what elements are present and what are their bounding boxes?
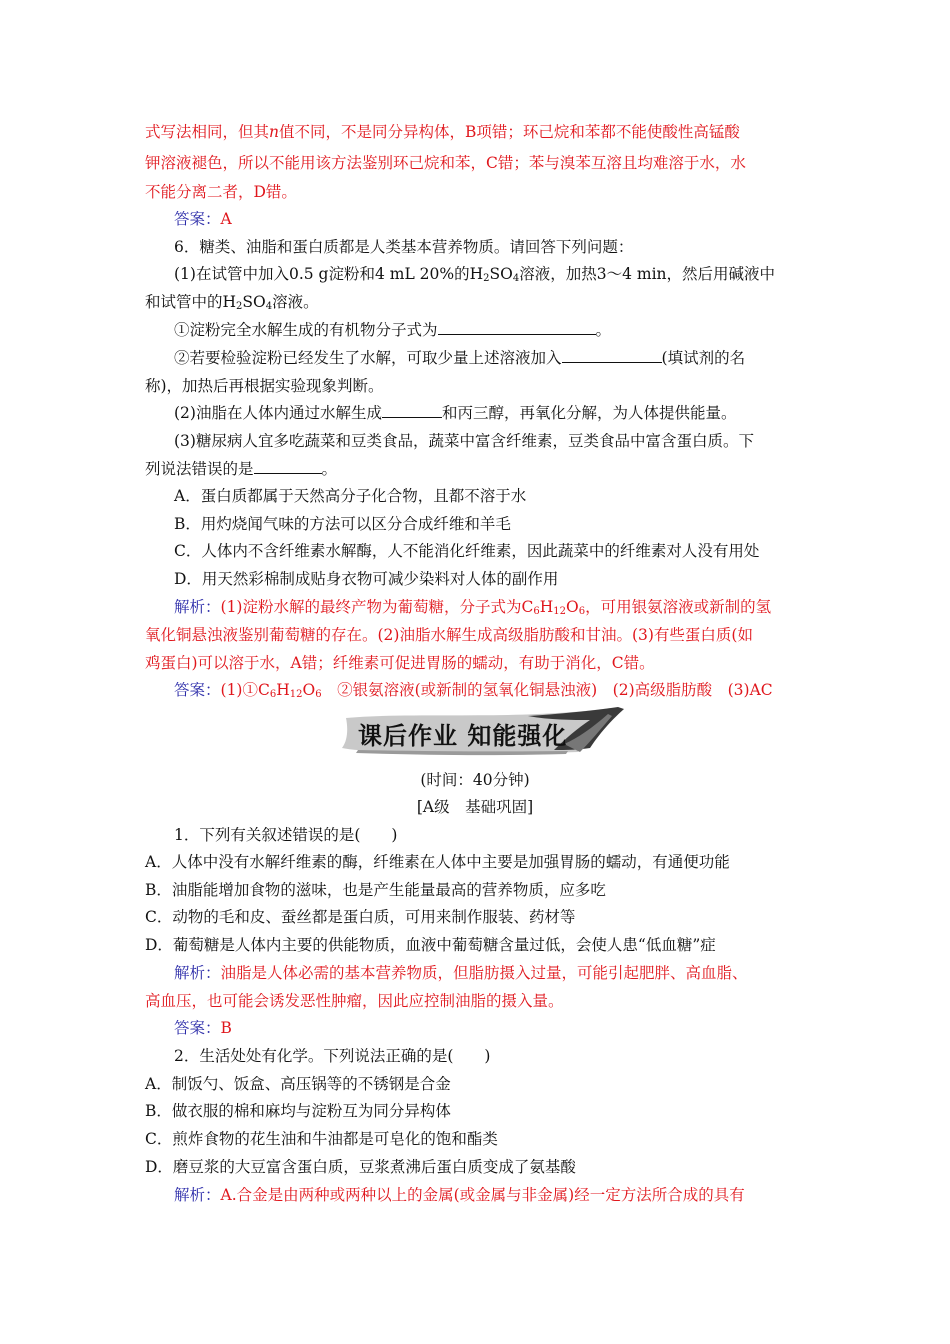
section-banner <box>328 704 628 760</box>
q6-option-c: C．人体内不含纤维素水解酶，人不能消化纤维素，因此蔬菜中的纤维素对人没有用处 <box>174 542 760 560</box>
time-limit: (时间：40分钟) <box>420 771 530 789</box>
q1-option-b: B．油脂能增加食物的滋味，也是产生能量最高的营养物质，应多吃 <box>145 881 606 899</box>
q6-explanation-line3: 鸡蛋白)可以溶于水，A错；纤维素可促进胃肠的蠕动，有助于消化，C错。 <box>145 654 655 672</box>
q6-part3-line2: 列说法错误的是 。 <box>145 460 338 478</box>
q1-option-d: D．葡萄糖是人体内主要的供能物质，血液中葡萄糖含量过低，会使人患“低血糖”症 <box>145 936 716 954</box>
q1-option-c: C．动物的毛和皮、蚕丝都是蛋白质，可用来制作服装、药材等 <box>145 908 576 926</box>
q2-explanation-line1: 解析：A.合金是由两种或两种以上的金属(或金属与非金属)经一定方法所合成的具有 <box>174 1186 745 1204</box>
q6-sub2-line1: ②若要检验淀粉已经发生了水解，可取少量上述溶液加入 (填试剂的名 <box>174 349 746 367</box>
answer-blank <box>254 459 322 474</box>
q2-option-c: C．煎炸食物的花生油和牛油都是可皂化的饱和酯类 <box>145 1130 498 1148</box>
q6-part1-line2: 和试管中的$H_2SO_4$溶液。 <box>145 293 319 312</box>
q2-option-a: A．制饭勺、饭盒、高压锅等的不锈钢是合金 <box>145 1075 451 1093</box>
answer-blank <box>382 403 442 418</box>
q6-sub1: ①淀粉完全水解生成的有机物分子式为 。 <box>174 321 612 339</box>
level-heading: [A级 基础巩固] <box>416 798 534 816</box>
q6-option-a: A．蛋白质都属于天然高分子化合物，且都不溶于水 <box>174 487 527 505</box>
q1-explanation-line1: 解析：油脂是人体必需的基本营养物质，但脂肪摄入过量，可能引起肥胖、高血脂、 <box>174 964 748 982</box>
q1-answer: 答案：B <box>174 1019 232 1037</box>
cont-line-3: 不能分离二者，D错。 <box>145 183 297 201</box>
q2-stem: 2．生活处处有化学。下列说法正确的是( ) <box>174 1047 491 1065</box>
cont-line-2: 钾溶液褪色，所以不能用该方法鉴别环己烷和苯，C错；苯与溴苯互溶且均难溶于水，水 <box>145 154 746 172</box>
cont-line-1: 式写法相同，但其n值不同，不是同分异构体，B项错；环己烷和苯都不能使酸性高锰酸 <box>145 123 740 141</box>
q2-option-d: D．磨豆浆的大豆富含蛋白质，豆浆煮沸后蛋白质变成了氨基酸 <box>145 1158 576 1176</box>
q6-part1-line1: (1)在试管中加入0.5 g淀粉和4 mL 20%的$H_2SO_4$溶液，加热3～4 min，然后用碱液中 <box>174 265 776 284</box>
answer-blank <box>438 320 596 335</box>
q6-answer: 答案：$(1)①C_6H_{12}O_6$ ②银氨溶液(或新制的氢氧化铜悬浊液) (2)高级脂肪酸 (3)AC <box>174 681 773 700</box>
section-title: 课后作业 知能强化 <box>358 722 568 750</box>
q6-option-b: B．用灼烧闻气味的方法可以区分合成纤维和羊毛 <box>174 515 511 533</box>
q6-explanation-line2: 氧化铜悬浊液鉴别葡萄糖的存在。(2)油脂水解生成高级脂肪酸和甘油。(3)有些蛋白质(如 <box>145 626 753 644</box>
q6-part2: (2)油脂在人体内通过水解生成 和丙三醇，再氧化分解，为人体提供能量。 <box>174 404 737 422</box>
q2-option-b: B．做衣服的棉和麻均与淀粉互为同分异构体 <box>145 1102 451 1120</box>
q6-explanation-line1: 解析：(1)淀粉水解的最终产物为葡萄糖，分子式为$C_6H_{12}O_6$，可用银氨溶液或新制的氢 <box>174 598 772 617</box>
q1-option-a: A．人体中没有水解纤维素的酶，纤维素在人体中主要是加强胃肠的蠕动，有通便功能 <box>145 853 730 871</box>
cont-answer: 答案：A <box>174 210 232 228</box>
q6-stem: 6．糖类、油脂和蛋白质都是人类基本营养物质。请回答下列问题： <box>174 238 634 256</box>
q6-sub2-line2: 称)，加热后再根据实验现象判断。 <box>145 377 384 395</box>
q1-stem: 1．下列有关叙述错误的是( ) <box>174 826 398 844</box>
answer-blank <box>562 348 662 363</box>
q6-part3-line1: (3)糖尿病人宜多吃蔬菜和豆类食品，蔬菜中富含纤维素，豆类食品中富含蛋白质。下 <box>174 432 754 450</box>
q1-explanation-line2: 高血压，也可能会诱发恶性肿瘤，因此应控制油脂的摄入量。 <box>145 992 564 1010</box>
q6-option-d: D．用天然彩棉制成贴身衣物可减少染料对人体的副作用 <box>174 570 559 588</box>
